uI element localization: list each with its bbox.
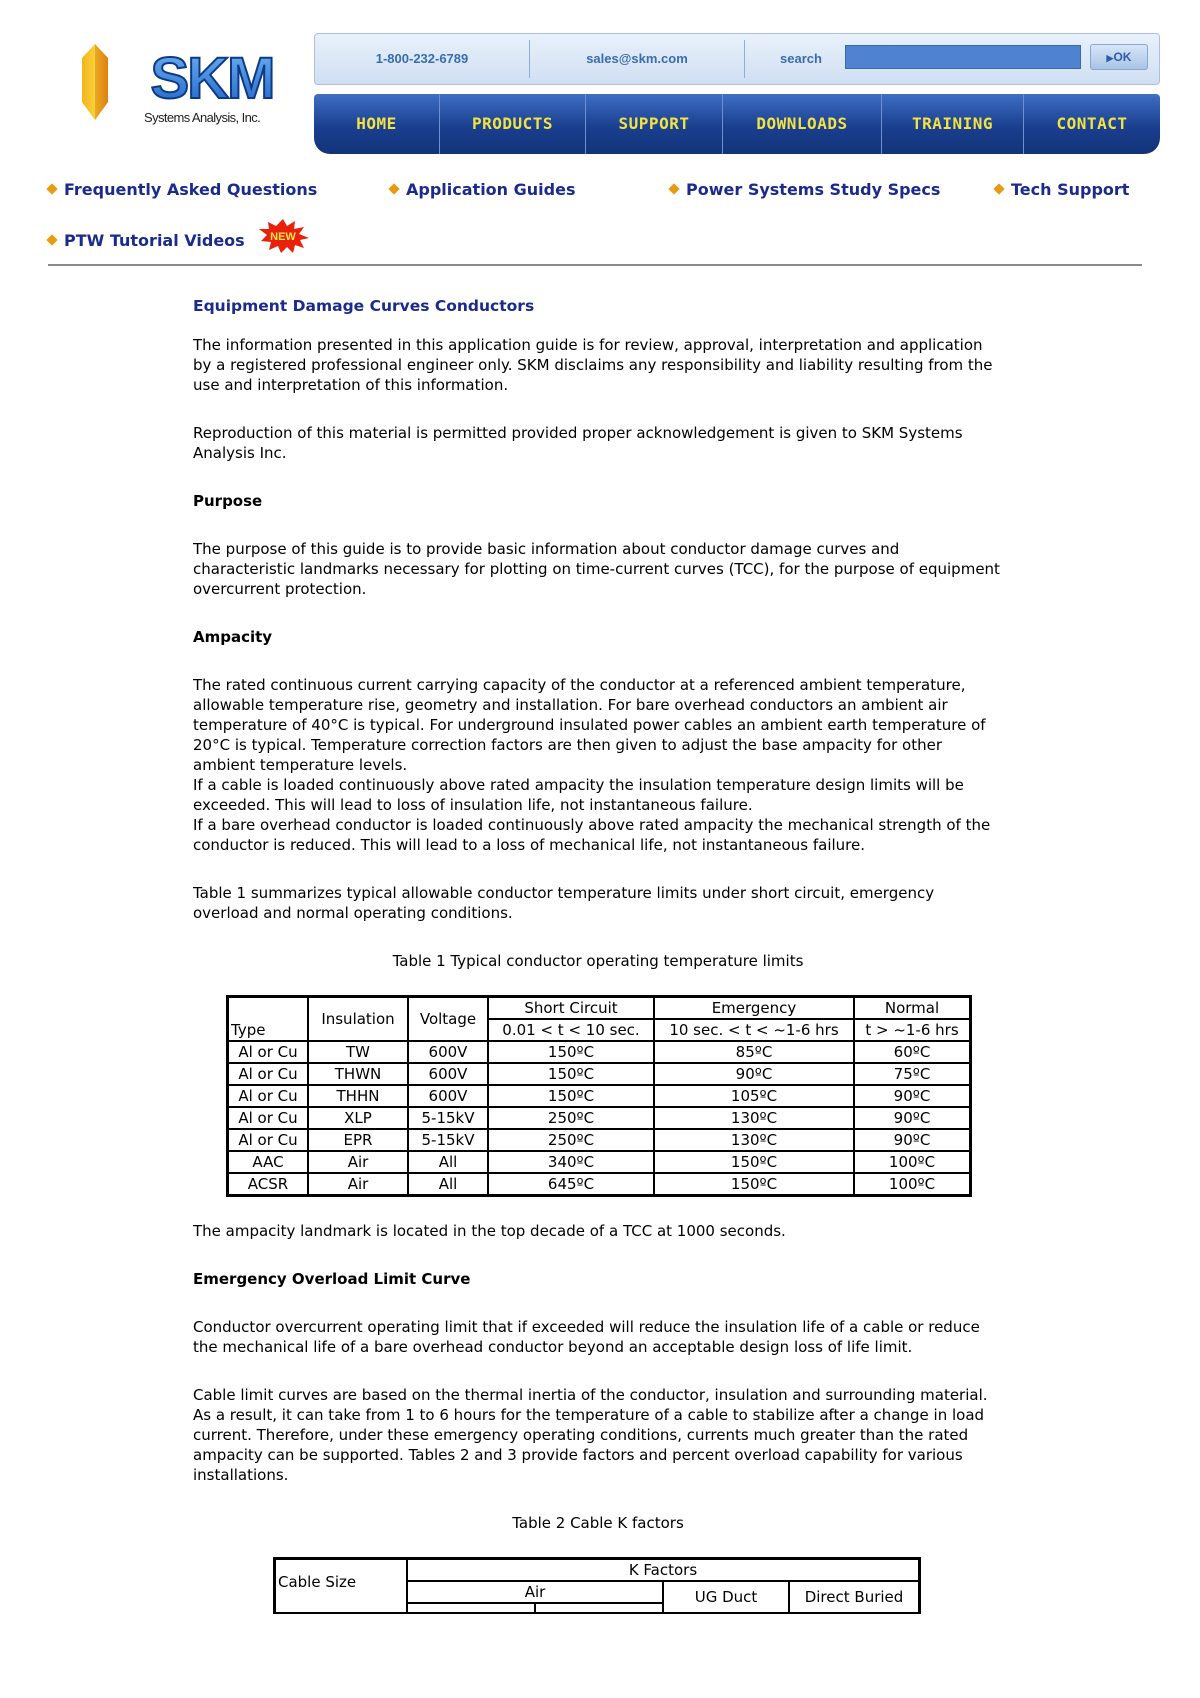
phone-number: 1-800-232-6789 — [375, 51, 469, 66]
quick-link-tech-support[interactable] — [995, 180, 1129, 199]
cell-type: Al or Cu — [228, 1085, 309, 1107]
quick-link-tutorial-videos[interactable] — [48, 231, 245, 250]
table-row — [228, 1085, 971, 1107]
quick-link-label: Application Guides — [406, 180, 576, 199]
cell-type: AAC — [228, 1151, 309, 1173]
quick-link-label: PTW Tutorial Videos — [64, 231, 245, 250]
header-normal-range: t > ~1-6 hrs — [854, 1019, 971, 1041]
quick-link-label: Frequently Asked Questions — [64, 180, 318, 199]
cell-emergency: 130ºC — [654, 1107, 854, 1129]
disclaimer-paragraph: The information presented in this application guide is for review, approval, interpretation and application by a registered professional engineer only. SKM disclaims any responsibility and liability resulting from the use and interpretation of this information. — [193, 336, 993, 394]
cell-short-circuit: 150ºC — [488, 1041, 654, 1063]
cell-short-circuit: 150ºC — [488, 1063, 654, 1085]
table-row — [228, 1151, 971, 1173]
cell-normal: 100ºC — [854, 1151, 971, 1173]
cell-normal: 60ºC — [854, 1041, 971, 1063]
cell-short-circuit: 645ºC — [488, 1173, 654, 1196]
ampacity-heading: Ampacity — [193, 628, 273, 646]
cell-emergency: 130ºC — [654, 1129, 854, 1151]
search-ok-button[interactable] — [1090, 44, 1148, 70]
cell-empty — [535, 1603, 663, 1613]
search-input[interactable] — [845, 45, 1081, 69]
emergency-paragraph: Conductor overcurrent operating limit that if exceeded will reduce the insulation life of a cable or reduce the mechanical life of a bare overhead conductor beyond an acceptable design loss of life limit. — [193, 1318, 980, 1356]
cell-type: ACSR — [228, 1173, 309, 1196]
ok-label: OK — [1113, 50, 1132, 64]
cell-short-circuit: 150ºC — [488, 1085, 654, 1107]
cell-short-circuit: 250ºC — [488, 1129, 654, 1151]
quick-link-study-specs[interactable] — [670, 180, 940, 199]
table-row — [228, 1173, 971, 1196]
purpose-heading: Purpose — [193, 492, 263, 510]
cell-emergency: 85ºC — [654, 1041, 854, 1063]
cell-voltage: All — [408, 1151, 488, 1173]
quick-link-application-guides[interactable] — [390, 180, 575, 199]
logo-text: SKM — [150, 50, 274, 104]
nav-home[interactable]: HOME — [314, 94, 440, 154]
quick-link-label: Power Systems Study Specs — [686, 180, 941, 199]
nav-training[interactable]: TRAINING — [882, 94, 1024, 154]
cell-normal: 90ºC — [854, 1085, 971, 1107]
diamond-bullet-icon — [993, 183, 1004, 194]
main-navigation — [314, 94, 1160, 154]
cell-normal: 90ºC — [854, 1129, 971, 1151]
crystal-logo-icon — [80, 44, 110, 120]
diamond-bullet-icon — [388, 183, 399, 194]
cell-emergency: 150ºC — [654, 1173, 854, 1196]
header-short-circuit-range: 0.01 < t < 10 sec. — [488, 1019, 654, 1041]
cell-type: Al or Cu — [228, 1063, 309, 1085]
header-normal: Normal — [854, 997, 971, 1020]
table-row — [228, 1041, 971, 1063]
header-emergency-range: 10 sec. < t < ~1-6 hrs — [654, 1019, 854, 1041]
header-insulation: Insulation — [308, 997, 408, 1042]
cell-type: Al or Cu — [228, 1129, 309, 1151]
email-link[interactable]: sales@skm.com — [586, 51, 688, 66]
divider — [744, 40, 745, 78]
header-k-factors: K Factors — [407, 1559, 920, 1582]
contact-search-bar — [314, 33, 1160, 85]
skm-logo[interactable] — [80, 40, 280, 140]
header-type: Type — [228, 997, 309, 1042]
cell-normal: 90ºC — [854, 1107, 971, 1129]
nav-products[interactable]: PRODUCTS — [440, 94, 586, 154]
diamond-bullet-icon — [668, 183, 679, 194]
cell-insulation: XLP — [308, 1107, 408, 1129]
table-row — [228, 1107, 971, 1129]
purpose-paragraph: The purpose of this guide is to provide basic information about conductor damage curves and characteristic landmarks necessary for plotting on time-current curves (TCC), for the purpose of equipment overcurrent protection. — [193, 540, 1000, 598]
table1-caption: Table 1 Typical conductor operating temperature limits — [392, 952, 804, 970]
header-ug-duct: UG Duct — [663, 1581, 789, 1613]
table-header-row — [275, 1559, 920, 1582]
cell-voltage: 600V — [408, 1041, 488, 1063]
header-short-circuit: Short Circuit — [488, 997, 654, 1020]
page-title: Equipment Damage Curves Conductors — [193, 297, 535, 315]
cell-voltage: 5-15kV — [408, 1129, 488, 1151]
skm-brand-text — [142, 50, 282, 104]
cell-emergency: 90ºC — [654, 1063, 854, 1085]
quick-link-faq[interactable] — [48, 180, 317, 199]
header-voltage: Voltage — [408, 997, 488, 1042]
new-badge-icon — [257, 219, 309, 253]
cell-voltage: 600V — [408, 1085, 488, 1107]
diamond-bullet-icon — [46, 183, 57, 194]
ampacity-landmark-paragraph: The ampacity landmark is located in the top decade of a TCC at 1000 seconds. — [193, 1222, 786, 1240]
header-direct-buried: Direct Buried — [789, 1581, 920, 1613]
table2-caption: Table 2 Cable K factors — [512, 1514, 684, 1532]
logo-tagline: Systems Analysis, Inc. — [144, 110, 261, 125]
cell-insulation: EPR — [308, 1129, 408, 1151]
new-badge-text: NEW — [270, 231, 296, 243]
ampacity-insulation-paragraph: If a cable is loaded continuously above rated ampacity the insulation temperature design limits will be exceeded. This will lead to loss of insulation life, not instantaneous failure. — [193, 776, 964, 814]
quick-link-label: Tech Support — [1011, 180, 1130, 199]
play-arrow-icon: ▶ — [1106, 53, 1114, 63]
cell-voltage: All — [408, 1173, 488, 1196]
cell-insulation: THWN — [308, 1063, 408, 1085]
table1-intro-paragraph: Table 1 summarizes typical allowable conductor temperature limits under short circuit, emergency overload and normal operating conditions. — [193, 884, 935, 922]
cell-insulation: Air — [308, 1173, 408, 1196]
cell-normal: 100ºC — [854, 1173, 971, 1196]
cell-type: Al or Cu — [228, 1041, 309, 1063]
cell-empty — [407, 1603, 535, 1613]
cell-short-circuit: 340ºC — [488, 1151, 654, 1173]
nav-contact[interactable]: CONTACT — [1056, 114, 1128, 133]
article — [193, 296, 1003, 1614]
search-label: search — [780, 51, 822, 66]
nav-downloads[interactable]: DOWNLOADS — [723, 94, 882, 154]
cell-insulation: Air — [308, 1151, 408, 1173]
cable-k-factors-table — [273, 1557, 921, 1614]
header-emergency: Emergency — [654, 997, 854, 1020]
table-row — [228, 1129, 971, 1151]
cell-empty — [275, 1603, 408, 1613]
table-header-row — [228, 997, 971, 1020]
emergency-overload-heading: Emergency Overload Limit Curve — [193, 1270, 471, 1288]
header-cable-size: Cable Size — [275, 1559, 408, 1604]
temperature-limits-table — [226, 995, 972, 1197]
header-air: Air — [407, 1581, 663, 1603]
cell-type: Al or Cu — [228, 1107, 309, 1129]
cell-emergency: 105ºC — [654, 1085, 854, 1107]
table-row — [228, 1063, 971, 1085]
cell-normal: 75ºC — [854, 1063, 971, 1085]
cell-insulation: THHN — [308, 1085, 408, 1107]
ampacity-paragraph: The rated continuous current carrying capacity of the conductor at a referenced ambient temperature, allowable temperature rise, geometry and installation. For bare overhead conductors an ambient air temperature of 40°C is typical. For underground insulated power cables an ambient earth temperature of 20°C is typical. Temperature correction factors are then given to adjust the base ampacity for other ambient temperature levels. — [193, 676, 986, 774]
cell-voltage: 600V — [408, 1063, 488, 1085]
cell-voltage: 5-15kV — [408, 1107, 488, 1129]
cable-limit-paragraph: Cable limit curves are based on the thermal inertia of the conductor, insulation and surrounding material. As a result, it can take from 1 to 6 hours for the temperature of a cable to stabilize after a change in load current. Therefore, under these emergency operating conditions, currents much greater than the rated ampacity can be supported. Tables 2 and 3 provide factors and percent overload capability for various installations. — [193, 1386, 988, 1484]
header-divider — [48, 264, 1142, 266]
nav-support[interactable]: SUPPORT — [586, 94, 723, 154]
reproduction-paragraph: Reproduction of this material is permitted provided proper acknowledgement is given to SKM Systems Analysis Inc. — [193, 424, 963, 462]
cell-short-circuit: 250ºC — [488, 1107, 654, 1129]
diamond-bullet-icon — [46, 234, 57, 245]
cell-emergency: 150ºC — [654, 1151, 854, 1173]
cell-insulation: TW — [308, 1041, 408, 1063]
ampacity-mechanical-paragraph: If a bare overhead conductor is loaded continuously above rated ampacity the mechanical strength of the conductor is reduced. This will lead to a loss of mechanical life, not instantaneous failure. — [193, 816, 991, 854]
